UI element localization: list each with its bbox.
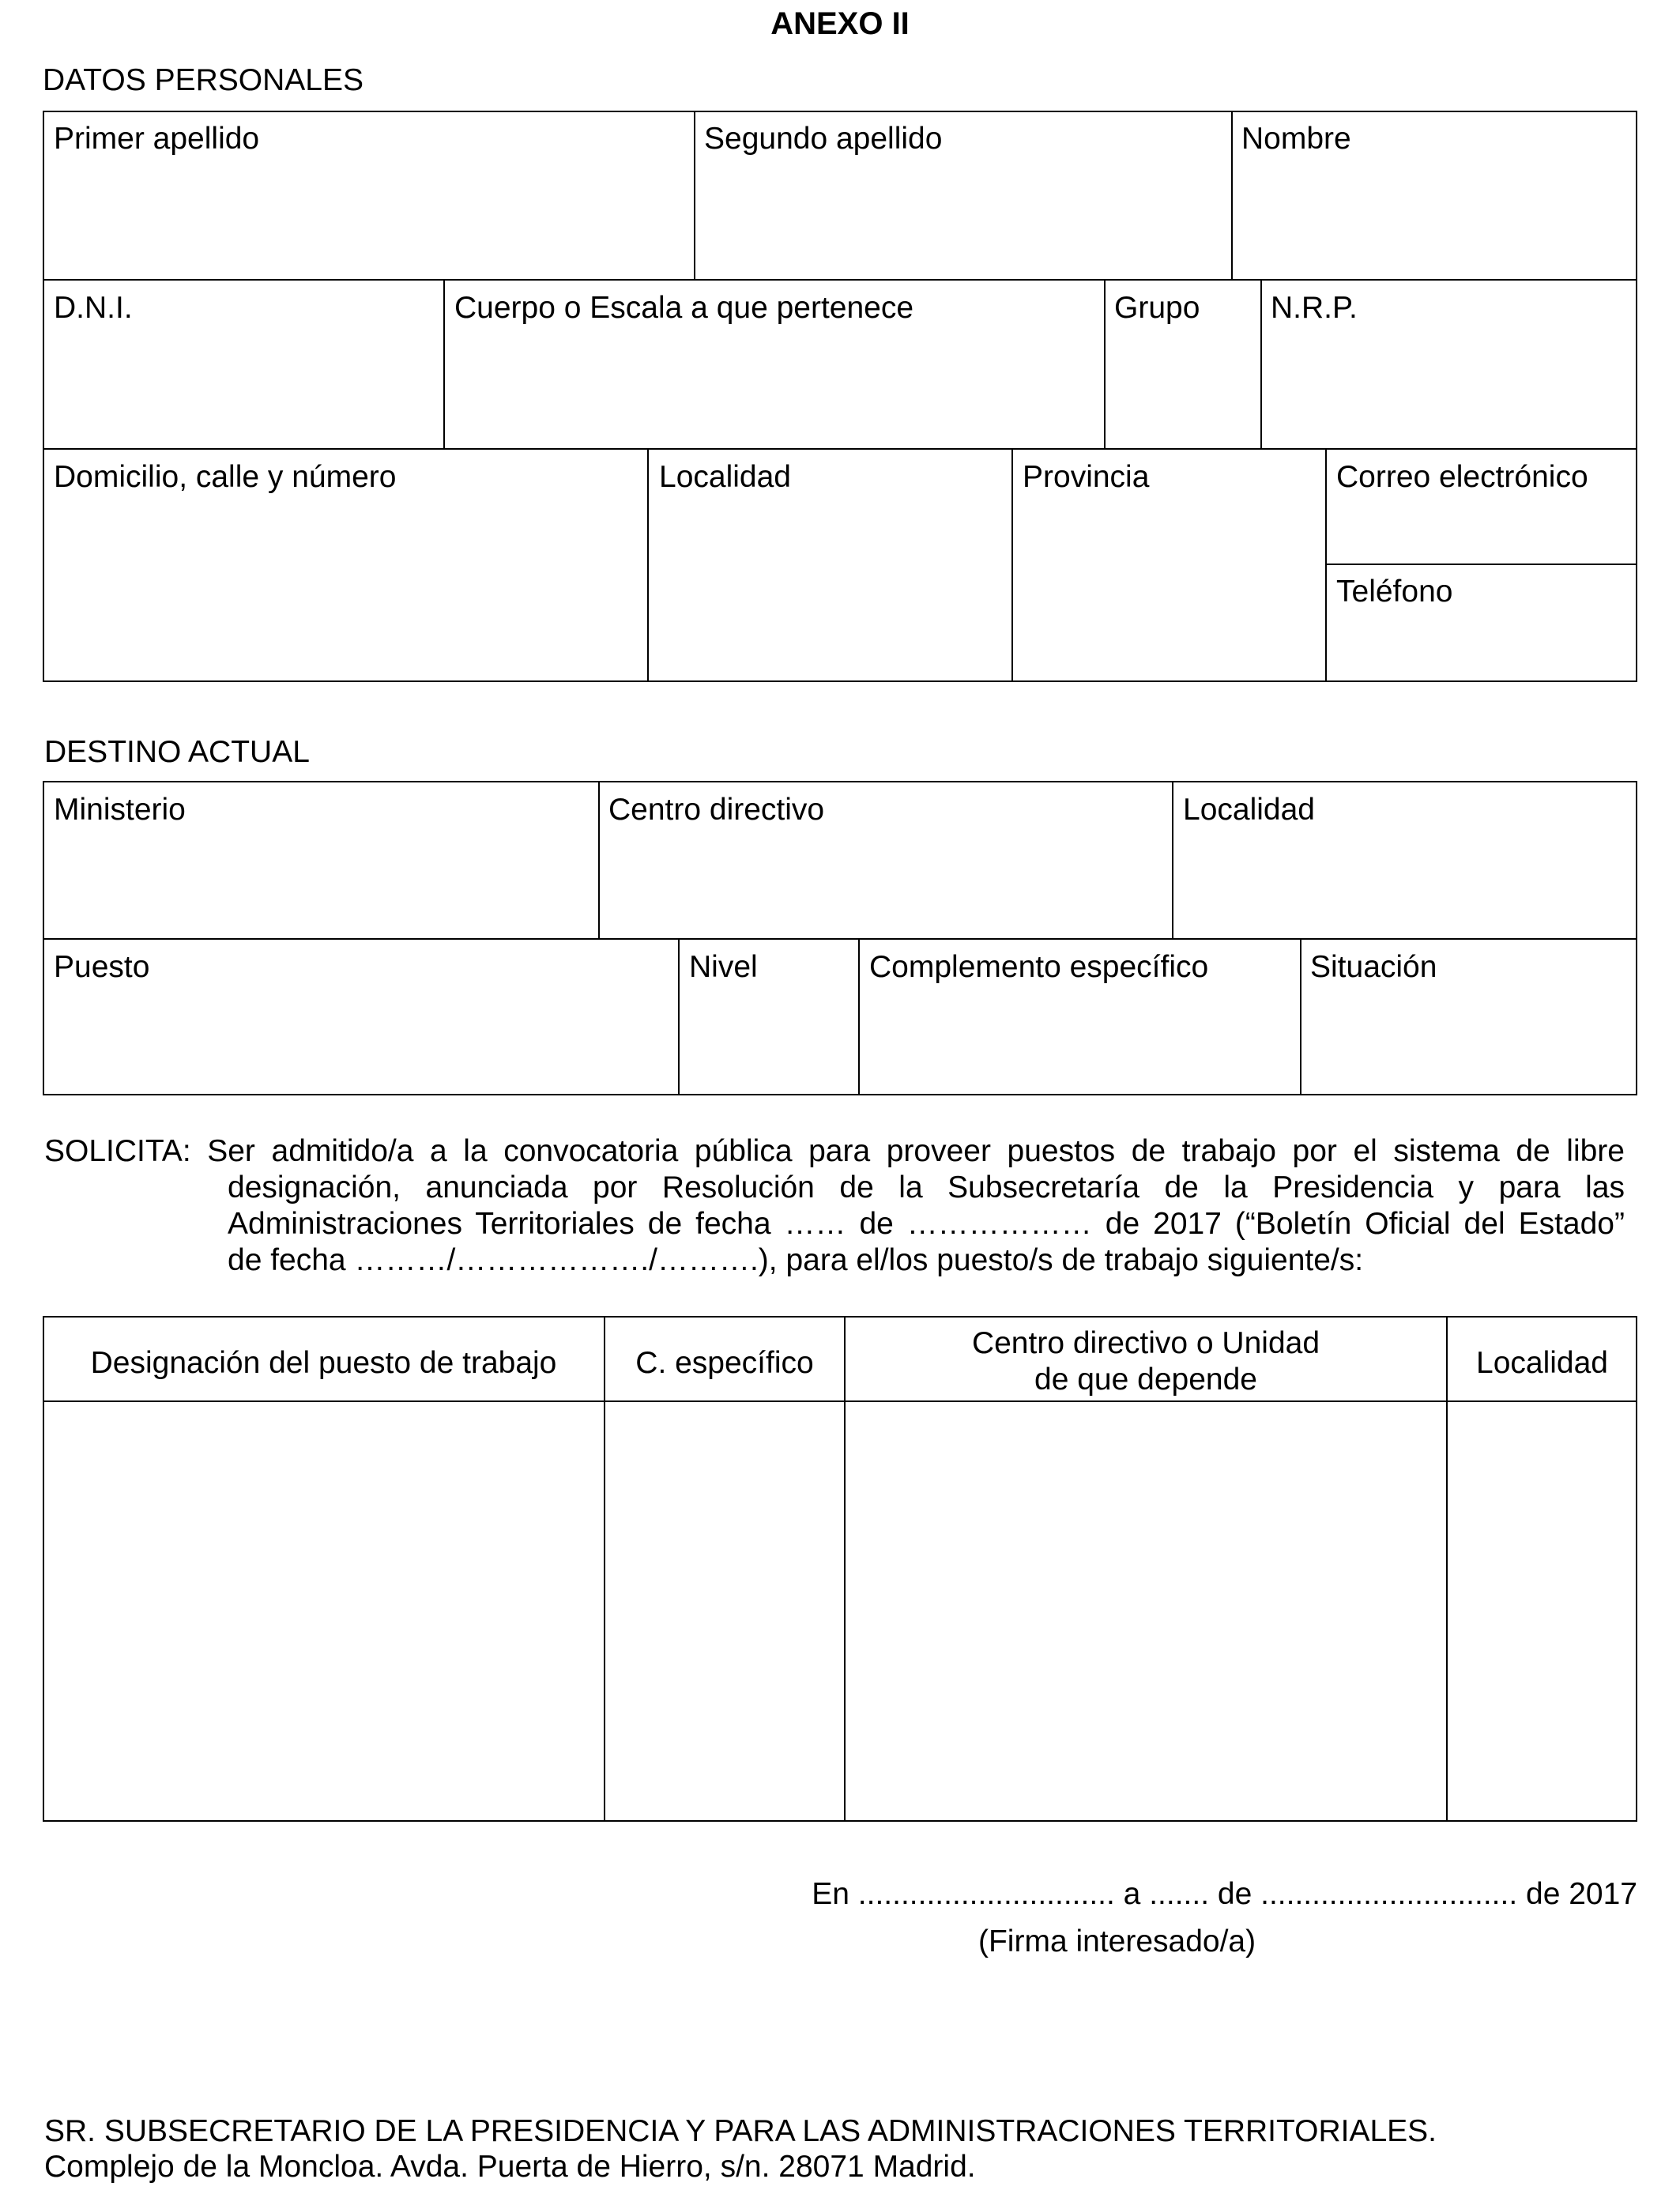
field-localidad[interactable]: Localidad — [659, 460, 791, 494]
column-divider — [1104, 279, 1106, 449]
row-divider — [1325, 564, 1637, 565]
section-heading-destino-actual: DESTINO ACTUAL — [44, 735, 310, 769]
field-nrp[interactable]: N.R.P. — [1271, 291, 1358, 325]
column-divider — [1300, 938, 1301, 1095]
field-correo-electronico[interactable]: Correo electrónico — [1336, 460, 1588, 494]
solicita-text-line: de fecha ………/………………./……….), para el/los puesto/s de trabajo siguiente/s: — [228, 1243, 1364, 1277]
field-provincia[interactable]: Provincia — [1023, 460, 1150, 494]
solicita-text-line: Administraciones Territoriales de fecha …… de ……………… de 2017 (“Boletín Oficial del Estado” — [228, 1207, 1625, 1241]
field-primer-apellido[interactable]: Primer apellido — [54, 122, 260, 156]
field-situacion[interactable]: Situación — [1310, 950, 1437, 984]
column-header-centro-directivo-line2: de que depende — [1034, 1363, 1257, 1397]
firma-caption: (Firma interesado/a) — [978, 1924, 1256, 1958]
field-segundo-apellido[interactable]: Segundo apellido — [704, 122, 943, 156]
field-complemento-especifico[interactable]: Complemento específico — [869, 950, 1209, 984]
field-ministerio[interactable]: Ministerio — [54, 793, 186, 827]
solicita-text-line: designación, anunciada por Resolución de la Subsecretaría de la Presidencia y para las — [228, 1171, 1625, 1204]
table-cell-localidad[interactable] — [1448, 1402, 1636, 1821]
row-divider — [43, 448, 1637, 450]
column-divider — [1172, 781, 1173, 939]
column-header-centro-directivo: Centro directivo o Unidad — [971, 1326, 1320, 1360]
field-nombre[interactable]: Nombre — [1241, 122, 1351, 156]
column-header-c-especifico: C. específico — [635, 1346, 814, 1380]
footer-addressee: SR. SUBSECRETARIO DE LA PRESIDENCIA Y PARA LAS ADMINISTRACIONES TERRITORIALES. — [44, 2114, 1437, 2148]
field-grupo[interactable]: Grupo — [1114, 291, 1200, 325]
column-header-designacion: Designación del puesto de trabajo — [90, 1346, 557, 1380]
column-divider — [694, 111, 695, 280]
footer-address: Complejo de la Moncloa. Avda. Puerta de Hierro, s/n. 28071 Madrid. — [44, 2150, 976, 2184]
field-localidad-destino[interactable]: Localidad — [1183, 793, 1315, 827]
table-cell-centro-directivo[interactable] — [846, 1402, 1446, 1821]
field-nivel[interactable]: Nivel — [689, 950, 758, 984]
column-header-localidad: Localidad — [1476, 1346, 1608, 1380]
table-cell-c-especifico[interactable] — [605, 1402, 844, 1821]
column-divider — [443, 279, 445, 449]
column-divider — [647, 448, 649, 682]
column-divider — [1231, 111, 1233, 280]
column-divider — [1260, 279, 1262, 449]
solicita-text-line: SOLICITA: Ser admitido/a a la convocatoria pública para proveer puestos de trabajo por el sistema de libre — [44, 1134, 1625, 1168]
lugar-fecha-line[interactable]: En .............................. a ....... de .............................. de 2017 — [812, 1877, 1637, 1911]
field-dni[interactable]: D.N.I. — [54, 291, 133, 325]
column-divider — [598, 781, 600, 939]
field-centro-directivo[interactable]: Centro directivo — [608, 793, 825, 827]
page-title: ANEXO II — [770, 6, 910, 41]
field-telefono[interactable]: Teléfono — [1336, 575, 1453, 609]
column-divider — [1011, 448, 1013, 682]
column-divider — [858, 938, 860, 1095]
row-divider — [43, 938, 1637, 940]
column-divider — [1325, 448, 1327, 682]
section-heading-datos-personales: DATOS PERSONALES — [43, 63, 364, 97]
column-divider — [678, 938, 680, 1095]
field-domicilio[interactable]: Domicilio, calle y número — [54, 460, 397, 494]
table-cell-designacion[interactable] — [44, 1402, 604, 1821]
field-puesto[interactable]: Puesto — [54, 950, 150, 984]
row-divider — [43, 279, 1637, 281]
field-cuerpo-escala[interactable]: Cuerpo o Escala a que pertenece — [454, 291, 914, 325]
